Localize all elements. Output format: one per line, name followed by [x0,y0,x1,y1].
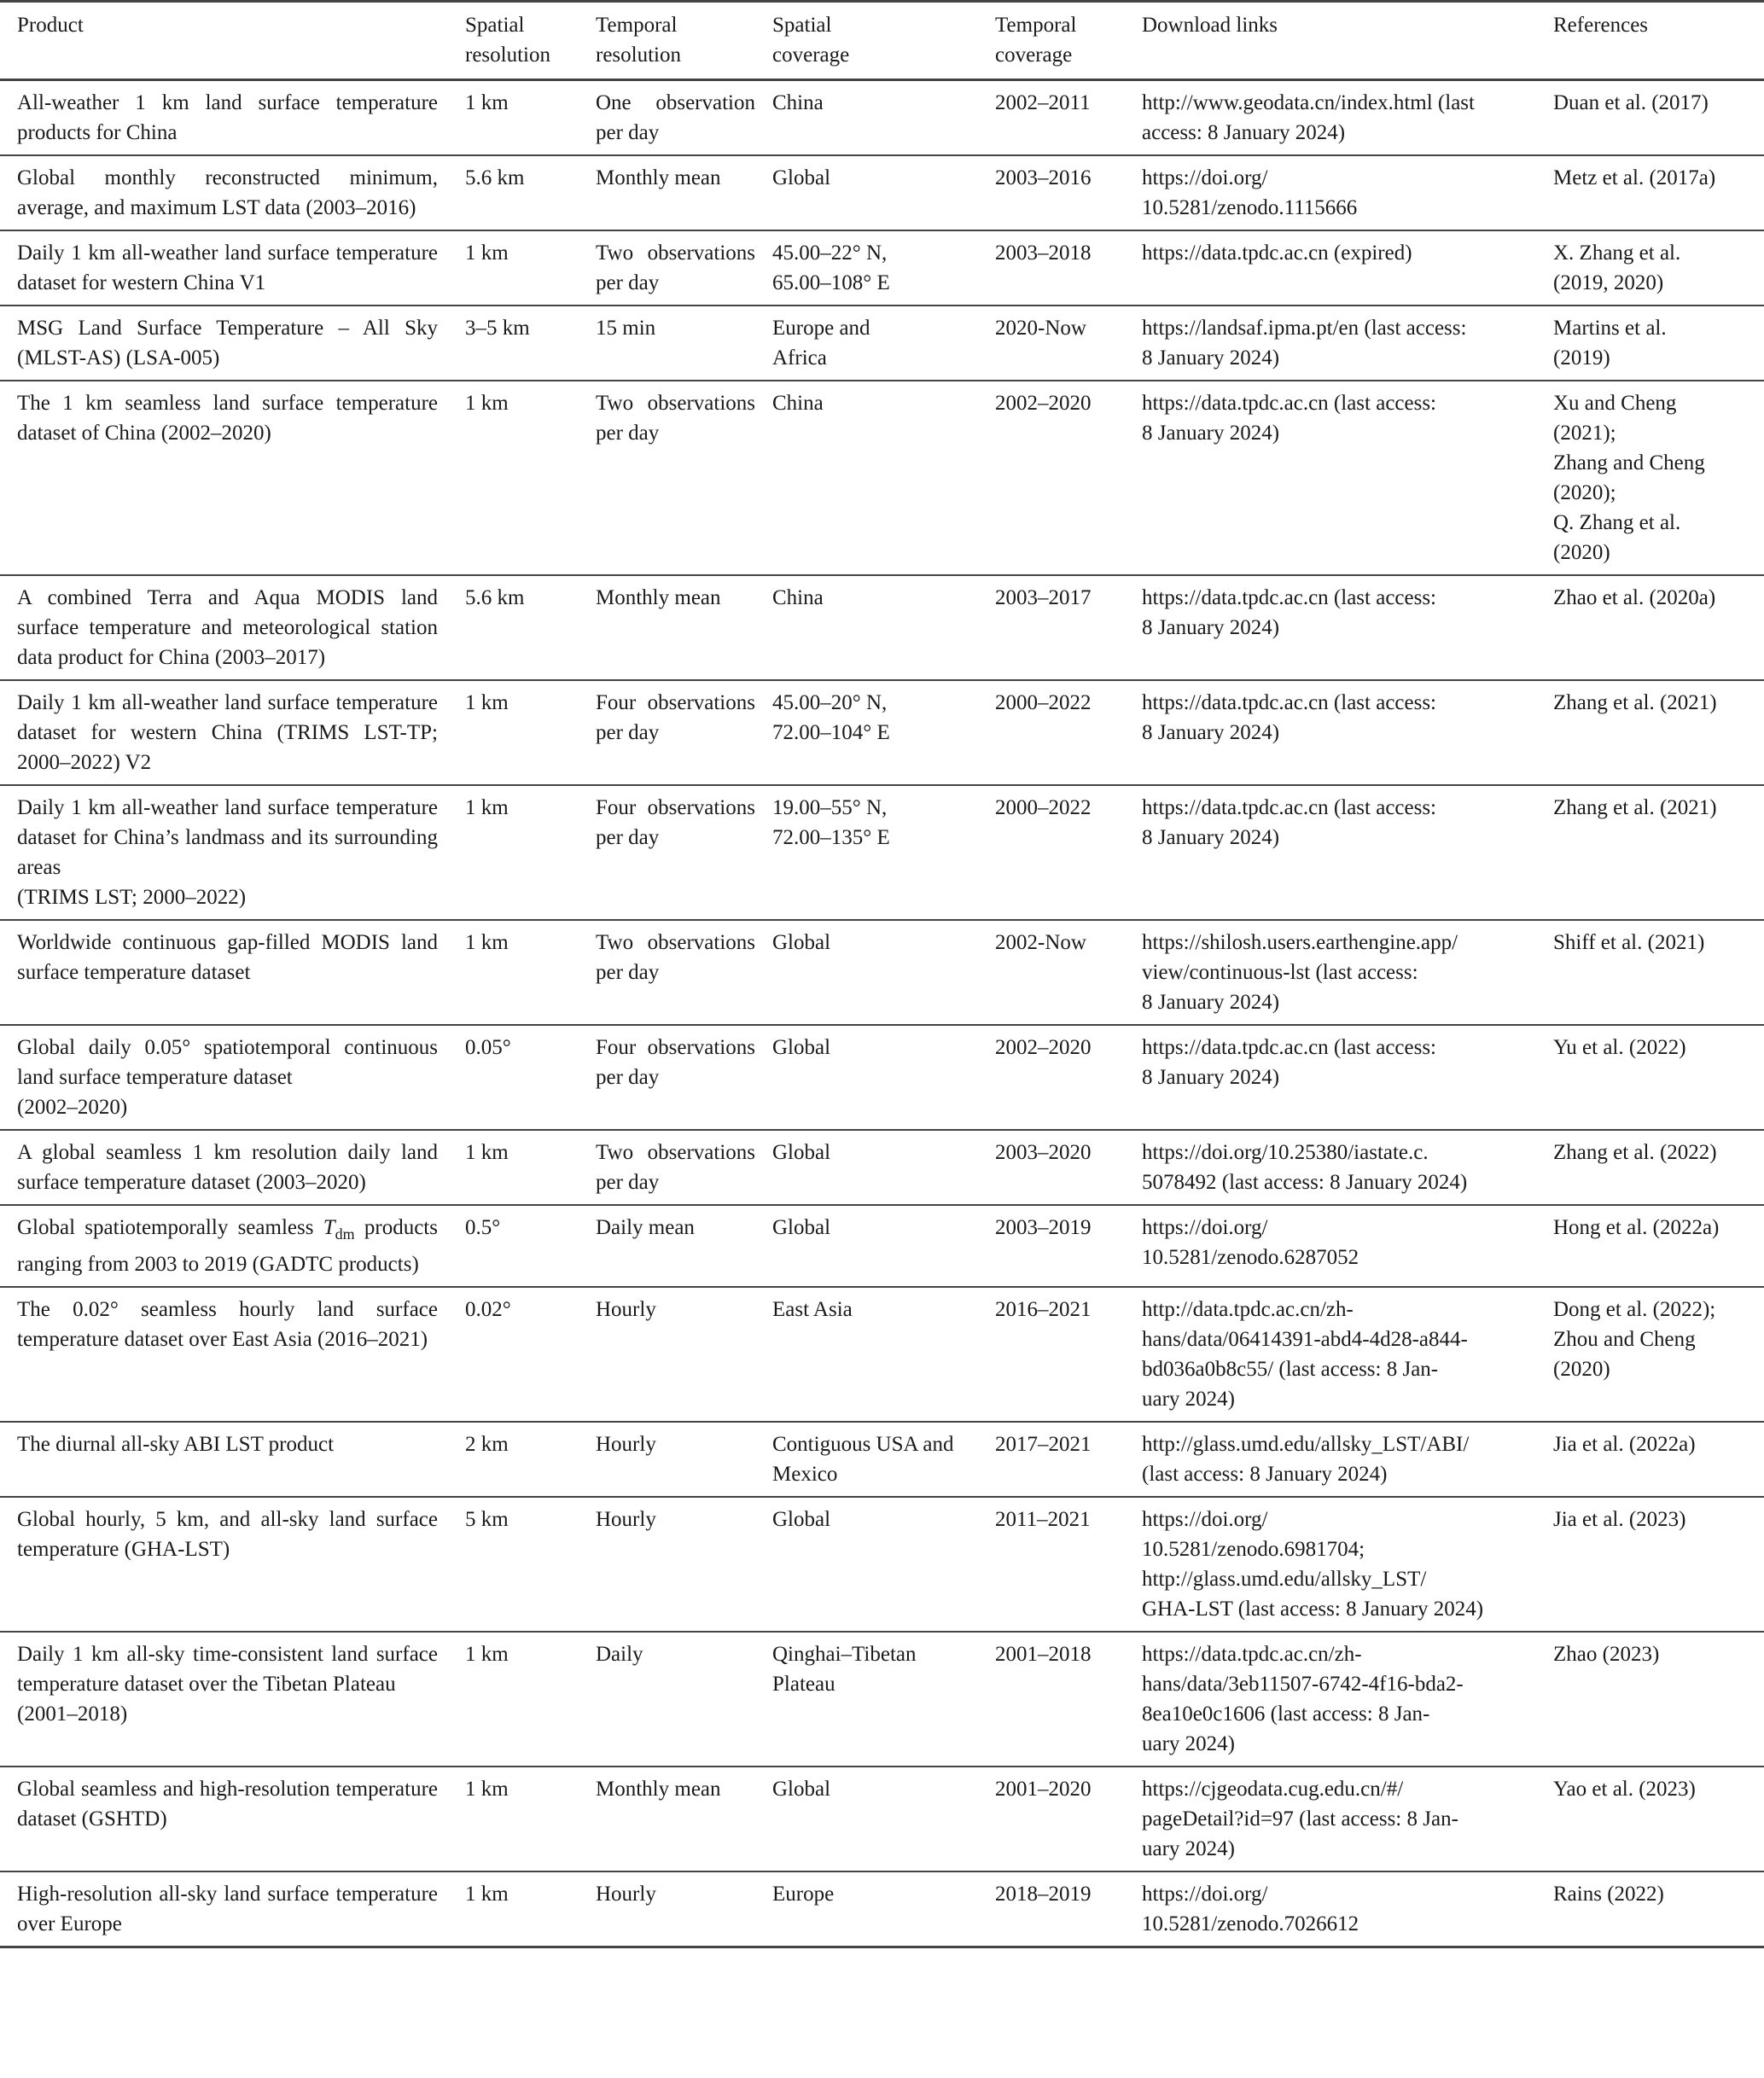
temporal-coverage-cell: 2000–2022 [995,691,1092,714]
product-cell: Global monthly reconstructed minimum, average, and maximum LST data (2003–2016) [17,166,438,219]
temporal-resolution-cell: Hourly [596,1883,656,1906]
download-links-cell[interactable]: https://data.tpdc.ac.cn (last access: 8 January 2024) [1142,392,1437,445]
temporal-coverage-cell: 2003–2019 [995,1216,1092,1239]
header-spatial-coverage: Spatial coverage [772,14,850,67]
spatial-coverage-cell: China [772,392,824,415]
download-links-cell[interactable]: http://data.tpdc.ac.cn/zh- hans/data/06414391-abd4-4d28-a844- bd036a0b8c55/ (last access: 8 Jan- uary 2024) [1142,1298,1468,1411]
download-links-cell[interactable]: http://glass.umd.edu/allsky_LST/ABI/ (last access: 8 January 2024) [1142,1433,1470,1486]
download-links-cell[interactable]: https://data.tpdc.ac.cn (last access: 8 January 2024) [1142,691,1437,744]
temporal-coverage-cell: 2003–2020 [995,1141,1092,1164]
table-row [0,306,1764,381]
table-row [0,920,1764,1025]
download-links-cell[interactable]: https://landsaf.ipma.pt/en (last access: 8 January 2024) [1142,317,1467,370]
temporal-coverage-cell: 2016–2021 [995,1298,1092,1321]
references-cell: Dong et al. (2022); Zhou and Cheng (2020) [1553,1298,1716,1381]
temporal-resolution-cell: Two observations per day [596,1141,755,1194]
spatial-resolution-cell: 1 km [465,691,509,714]
download-links-cell[interactable]: https://data.tpdc.ac.cn (expired) [1142,242,1412,265]
product-cell: All-weather 1 km land surface temperature products for China [17,91,438,144]
spatial-resolution-cell: 5.6 km [465,166,525,189]
table-row [0,1632,1764,1767]
spatial-coverage-cell: Global [772,1508,831,1531]
spatial-coverage-cell: Global [772,1778,831,1801]
spatial-coverage-cell: Europe and Africa [772,317,870,370]
temporal-coverage-cell: 2003–2017 [995,586,1092,609]
temporal-resolution-cell: Daily mean [596,1216,695,1239]
spatial-coverage-cell: Global [772,1216,831,1239]
product-cell [0,1205,457,1287]
product-cell: The diurnal all-sky ABI LST product [17,1433,335,1456]
download-links-cell[interactable]: https://doi.org/ 10.5281/zenodo.6287052 [1142,1216,1359,1269]
product-text-suffix: products ranging from 2003 to 2019 (GADTC products) [17,1216,438,1276]
temporal-coverage-cell: 2003–2018 [995,242,1092,265]
product-cell: Worldwide continuous gap-filled MODIS land surface temperature dataset [17,931,438,984]
table-row [0,381,1764,575]
spatial-resolution-cell: 1 km [465,931,509,954]
references-cell: Zhao (2023) [1553,1643,1660,1666]
spatial-resolution-cell: 0.5° [465,1216,501,1239]
temporal-resolution-cell: Four observations per day [596,1036,755,1089]
spatial-coverage-cell: East Asia [772,1298,853,1321]
download-links-cell[interactable]: https://data.tpdc.ac.cn (last access: 8 January 2024) [1142,796,1437,849]
spatial-resolution-cell: 0.05° [465,1036,511,1059]
temporal-resolution-cell: Hourly [596,1508,656,1531]
table-row [0,1767,1764,1871]
temporal-resolution-cell: Monthly mean [596,166,721,189]
spatial-coverage-cell: China [772,586,824,609]
references-cell: Jia et al. (2023) [1553,1508,1686,1531]
product-cell: Daily 1 km all-weather land surface temperature dataset for China’s landmass and its surrounding areas (TRIMS LST; 2000–2022) [17,796,438,909]
product-cell: A global seamless 1 km resolution daily land surface temperature dataset (2003–2020) [17,1141,438,1194]
product-cell: Daily 1 km all-sky time-consistent land surface temperature dataset over the Tibetan Plateau (2001–2018) [17,1643,438,1726]
spatial-coverage-cell: 45.00–20° N, 72.00–104° E [772,691,890,744]
spatial-coverage-cell: 19.00–55° N, 72.00–135° E [772,796,890,849]
references-cell: Rains (2022) [1553,1883,1664,1906]
temporal-coverage-cell: 2001–2020 [995,1778,1092,1801]
references-cell: Yao et al. (2023) [1553,1778,1696,1801]
temporal-coverage-cell: 2011–2021 [995,1508,1091,1531]
spatial-resolution-cell: 1 km [465,1778,509,1801]
references-cell: Zhang et al. (2021) [1553,691,1717,714]
download-links-cell[interactable]: http://www.geodata.cn/index.html (last access: 8 January 2024) [1142,91,1475,144]
references-cell: X. Zhang et al. (2019, 2020) [1553,242,1681,294]
download-links-cell[interactable]: https://shilosh.users.earthengine.app/ view/continuous-lst (last access: 8 January 2024) [1142,931,1458,1014]
temporal-coverage-cell: 2000–2022 [995,796,1092,819]
temporal-resolution-cell: Monthly mean [596,1778,721,1801]
spatial-coverage-cell: Global [772,1141,831,1164]
table-row [0,1130,1764,1205]
temporal-resolution-cell: Hourly [596,1433,656,1456]
spatial-resolution-cell: 5 km [465,1508,509,1531]
spatial-coverage-cell: Contiguous USA and Mexico [772,1433,954,1486]
table-row [0,680,1764,785]
download-links-cell[interactable]: https://doi.org/ 10.5281/zenodo.6981704; http://glass.umd.edu/allsky_LST/ GHA-LST (last access: 8 January 2024) [1142,1508,1484,1621]
download-links-cell[interactable]: https://data.tpdc.ac.cn/zh- hans/data/3eb11507-6742-4f16-bda2- 8ea10e0c1606 (last access: 8 Jan- uary 2024) [1142,1643,1464,1755]
references-cell: Martins et al. (2019) [1553,317,1667,370]
references-cell: Xu and Cheng (2021); Zhang and Cheng (2020); Q. Zhang et al. (2020) [1553,392,1705,564]
temporal-coverage-cell: 2003–2016 [995,166,1092,189]
spatial-resolution-cell: 1 km [465,1883,509,1906]
references-cell: Yu et al. (2022) [1553,1036,1686,1059]
references-cell: Zhang et al. (2021) [1553,796,1717,819]
download-links-cell[interactable]: https://cjgeodata.cug.edu.cn/#/ pageDetail?id=97 (last access: 8 Jan- uary 2024) [1142,1778,1458,1860]
table-row [0,785,1764,920]
product-cell: The 0.02° seamless hourly land surface temperature dataset over East Asia (2016–2021) [17,1298,438,1351]
table-row [0,1422,1764,1497]
table-row [0,1287,1764,1422]
download-links-cell[interactable]: https://data.tpdc.ac.cn (last access: 8 January 2024) [1142,586,1437,639]
table-row [0,1871,1764,1947]
table-row [0,1497,1764,1632]
temporal-resolution-cell: Monthly mean [596,586,721,609]
temporal-resolution-cell: Two observations per day [596,242,755,294]
header-references: References [1553,14,1649,37]
product-cell: Daily 1 km all-weather land surface temperature dataset for western China V1 [17,242,438,294]
spatial-coverage-cell: Global [772,1036,831,1059]
product-cell: MSG Land Surface Temperature – All Sky (MLST-AS) (LSA-005) [17,317,438,370]
temporal-coverage-cell: 2018–2019 [995,1883,1092,1906]
references-cell: Shiff et al. (2021) [1553,931,1705,954]
table-row [0,230,1764,306]
spatial-resolution-cell: 1 km [465,242,509,265]
product-cell: Global daily 0.05° spatiotemporal continuous land surface temperature dataset (2002–2020) [17,1036,438,1119]
header-download-links: Download links [1142,14,1278,37]
spatial-resolution-cell: 5.6 km [465,586,525,609]
references-cell: Duan et al. (2017) [1553,91,1709,114]
temporal-resolution-cell: Four observations per day [596,796,755,849]
spatial-resolution-cell: 1 km [465,1141,509,1164]
header-row [0,2,1764,80]
temporal-resolution-cell: Daily [596,1643,643,1666]
spatial-resolution-cell: 1 km [465,796,509,819]
product-cell: Global seamless and high-resolution temperature dataset (GSHTD) [17,1778,438,1831]
download-links-cell[interactable]: https://data.tpdc.ac.cn (last access: 8 January 2024) [1142,1036,1437,1089]
product-cell: The 1 km seamless land surface temperature dataset of China (2002–2020) [17,392,438,445]
temporal-coverage-cell: 2002–2011 [995,91,1091,114]
temporal-resolution-cell: Two observations per day [596,392,755,445]
temporal-coverage-cell: 2002–2020 [995,1036,1092,1059]
temporal-coverage-cell: 2017–2021 [995,1433,1092,1456]
table-row [0,1025,1764,1130]
header-spatial-resolution: Spatial resolution [465,14,550,67]
table-row [0,1205,1764,1287]
spatial-coverage-cell: Global [772,166,831,189]
product-text-prefix: Global spatiotemporally seamless [17,1216,323,1239]
spatial-resolution-cell: 3–5 km [465,317,530,340]
download-links-cell[interactable]: https://doi.org/ 10.5281/zenodo.1115666 [1142,166,1358,219]
temporal-resolution-cell: One observation per day [596,91,755,144]
table-row [0,575,1764,680]
temporal-coverage-cell: 2001–2018 [995,1643,1092,1666]
product-cell: Daily 1 km all-weather land surface temperature dataset for western China (TRIMS LST-TP; 2000–2022) V2 [17,691,438,774]
spatial-resolution-cell: 2 km [465,1433,509,1456]
references-cell: Zhang et al. (2022) [1553,1141,1717,1164]
header-temporal-coverage: Temporal coverage [995,14,1077,67]
spatial-coverage-cell: 45.00–22° N, 65.00–108° E [772,242,890,294]
download-links-cell[interactable]: https://doi.org/10.25380/iastate.c. 5078492 (last access: 8 January 2024) [1142,1141,1468,1194]
spatial-coverage-cell: Global [772,931,831,954]
table-body [0,80,1764,1947]
spatial-coverage-cell: Qinghai–Tibetan Plateau [772,1643,917,1696]
references-cell: Metz et al. (2017a) [1553,166,1716,189]
download-links-cell[interactable]: https://doi.org/ 10.5281/zenodo.7026612 [1142,1883,1359,1935]
temporal-coverage-cell: 2002-Now [995,931,1086,954]
product-symbol: T [323,1216,335,1239]
references-cell: Zhao et al. (2020a) [1553,586,1716,609]
temporal-coverage-cell: 2002–2020 [995,392,1092,415]
spatial-coverage-cell: China [772,91,824,114]
product-cell: High-resolution all-sky land surface temperature over Europe [17,1883,438,1935]
header-product: Product [17,14,84,37]
product-cell: Global hourly, 5 km, and all-sky land surface temperature (GHA-LST) [17,1508,438,1561]
table-row [0,80,1764,156]
spatial-resolution-cell: 0.02° [465,1298,511,1321]
references-cell: Jia et al. (2022a) [1553,1433,1696,1456]
temporal-resolution-cell: Two observations per day [596,931,755,984]
temporal-resolution-cell: Hourly [596,1298,656,1321]
references-cell: Hong et al. (2022a) [1553,1216,1720,1239]
product-cell: A combined Terra and Aqua MODIS land surface temperature and meteorological station data product for China (2003–2017) [17,586,438,669]
spatial-resolution-cell: 1 km [465,392,509,415]
header-temporal-resolution: Temporal resolution [596,14,681,67]
table-row [0,155,1764,230]
spatial-resolution-cell: 1 km [465,91,509,114]
spatial-coverage-cell: Europe [772,1883,835,1906]
table-header [0,2,1764,80]
temporal-resolution-cell: Four observations per day [596,691,755,744]
temporal-coverage-cell: 2020-Now [995,317,1086,340]
spatial-resolution-cell: 1 km [465,1643,509,1666]
product-symbol-subscript: dm [335,1225,355,1243]
temporal-resolution-cell: 15 min [596,317,656,340]
